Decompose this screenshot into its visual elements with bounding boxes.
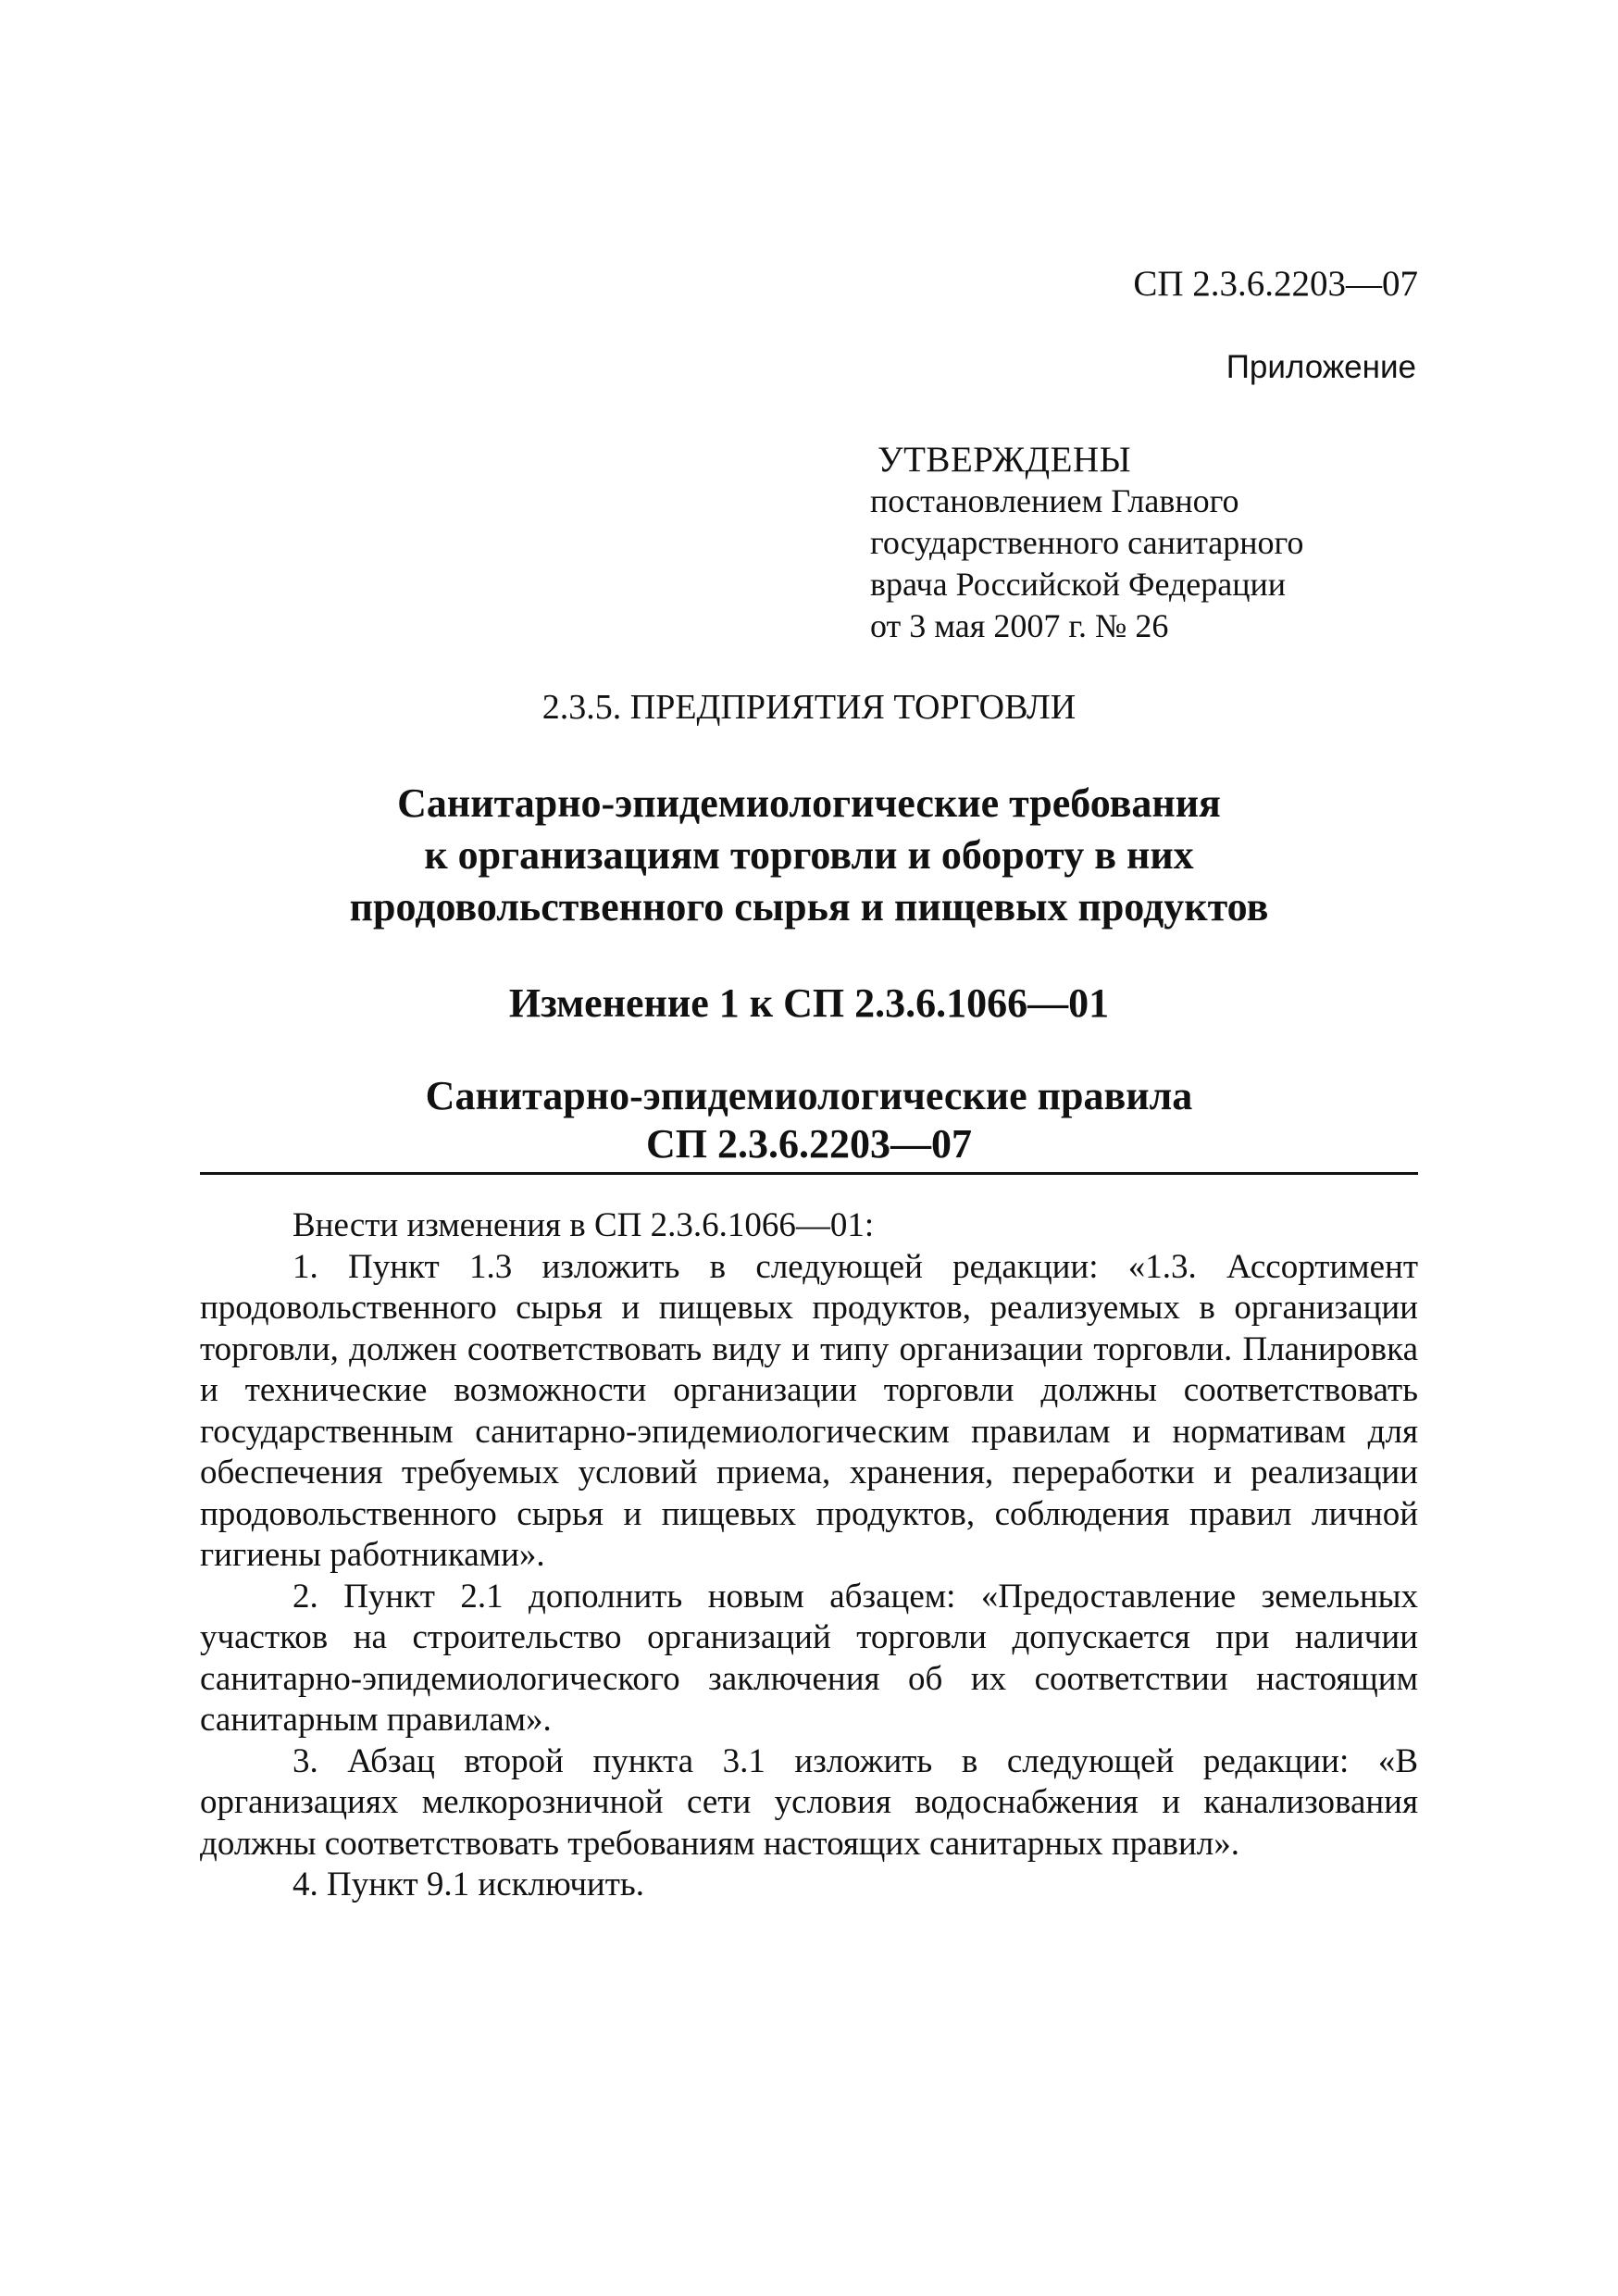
rules-title — [0, 1072, 1618, 1168]
body-text — [200, 1205, 1418, 1906]
main-title-line: продовольственного сырья и пищевых продуктов — [349, 884, 1269, 930]
approval-heading: УТВЕРЖДЕНЫ — [877, 440, 1132, 480]
amendment-title: Изменение 1 к СП 2.3.6.1066—01 — [508, 980, 1110, 1026]
approval-block — [870, 439, 1425, 647]
amendment-item-3: 3. Абзац второй пункта 3.1 изложить в следующей редакции: «В организациях мелкорозничной сети условия водоснабжения и канализования должны соответствовать требованиям настоящих санитарных правил». — [200, 1741, 1418, 1863]
approval-line: государственного санитарного — [870, 524, 1304, 561]
rules-title-line: Санитарно-эпидемиологические правила — [425, 1073, 1193, 1118]
main-title-line: к организациям торговли и обороту в них — [424, 832, 1194, 878]
main-title-line: Санитарно-эпидемиологические требования — [397, 780, 1221, 826]
amendment-item-4: 4. Пункт 9.1 исключить. — [292, 1866, 645, 1903]
approval-line: постановлением Главного — [870, 482, 1239, 519]
amendment-item-2: 2. Пункт 2.1 дополнить новым абзацем: «Предоставление земельных участков на строительство организаций торговли допускается при наличии санитарно-эпидемиологического заключения об их соответствии настоящим санитарным правилам». — [200, 1577, 1418, 1739]
amendment-item-1: 1. Пункт 1.3 изложить в следующей редакции: «1.3. Ассортимент продовольственного сырья и пищевых продуктов, реализуемых в организации торговли, должен соответствовать виду и типу организации торговли. Планировка и технические возможности организации торговли должны соответствовать государственным санитарно-эпидемиологическим правилам и нормативам для обеспечения требуемых условий приема, хранения, переработки и реализации продовольственного сырья и пищевых продуктов, соблюдения правил личной гигиены работниками». — [200, 1247, 1418, 1574]
document-code: СП 2.3.6.2203—07 — [1133, 264, 1418, 304]
rules-title-line: СП 2.3.6.2203—07 — [646, 1121, 972, 1167]
intro-paragraph: Внести изменения в СП 2.3.6.1066—01: — [292, 1206, 875, 1244]
main-title — [0, 778, 1618, 933]
approval-line: от 3 мая 2007 г. № 26 — [870, 607, 1169, 644]
horizontal-divider — [200, 1172, 1418, 1175]
appendix-label: Приложение — [1226, 349, 1416, 385]
approval-line: врача Российской Федерации — [870, 566, 1287, 603]
section-title: 2.3.5. ПРЕДПРИЯТИЯ ТОРГОВЛИ — [541, 688, 1077, 727]
